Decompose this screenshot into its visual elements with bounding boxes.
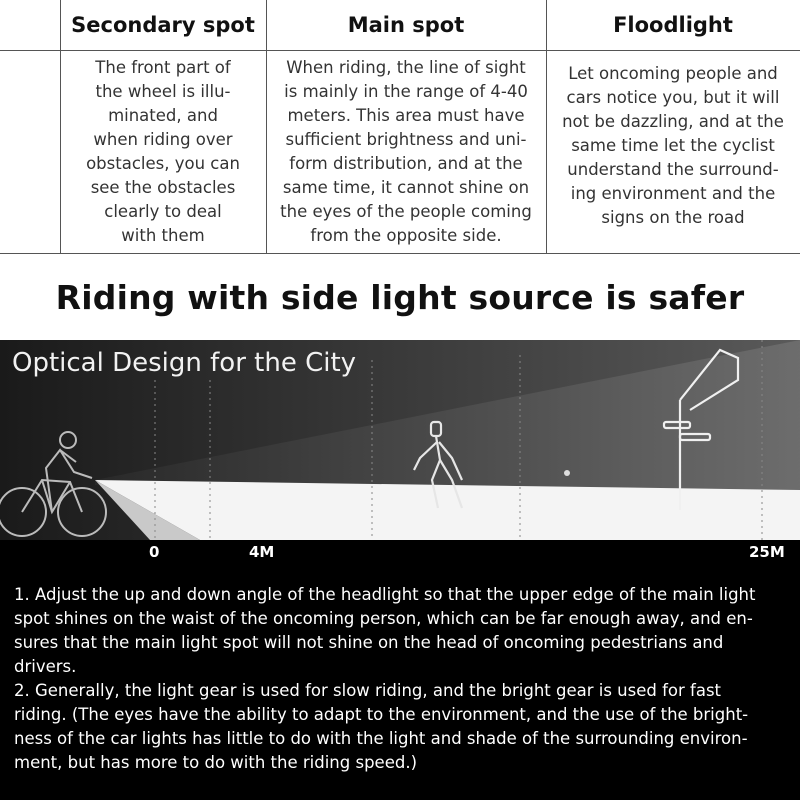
table-bottom-border	[0, 253, 800, 254]
cell-line: signs on the road	[601, 208, 745, 227]
optical-design-illustration	[0, 340, 800, 570]
cell-line: is mainly in the range of 4-40	[284, 82, 528, 101]
cell-line: minated, and	[108, 106, 218, 125]
distance-label-4m: 4M	[249, 543, 275, 561]
note-line: 2. Generally, the light gear is used for slow riding, and the bright gear is used for fast	[14, 681, 722, 700]
cell-secondary-spot	[60, 56, 266, 248]
cell-line: clearly to deal	[104, 202, 222, 221]
note-2	[14, 679, 792, 775]
cell-line: understand the surround-	[567, 160, 779, 179]
cell-line: The front part of	[95, 58, 231, 77]
ground	[0, 540, 800, 570]
distance-label-25m: 25M	[749, 543, 785, 561]
light-spot-comparison-table	[0, 0, 800, 255]
distance-label-0: 0	[149, 543, 160, 561]
note-line: 1. Adjust the up and down angle of the headlight so that the upper edge of the main light	[14, 585, 756, 604]
header-floodlight: Floodlight	[613, 13, 733, 37]
cell-line: the wheel is illu-	[95, 82, 231, 101]
cell-line: when riding over	[93, 130, 233, 149]
cell-floodlight	[546, 62, 800, 230]
cell-line: see the obstacles	[90, 178, 236, 197]
light-point	[564, 470, 570, 476]
cell-line: form distribution, and at the	[289, 154, 523, 173]
note-line: sures that the main light spot will not shine on the head of oncoming pedestrians and	[14, 633, 724, 652]
note-line: ness of the car lights has little to do with the light and shade of the surrounding environ-	[14, 729, 748, 748]
cell-line: not be dazzling, and at the	[562, 112, 784, 131]
header-secondary-spot: Secondary spot	[71, 13, 255, 37]
main-beam	[95, 480, 800, 540]
cell-line: When riding, the line of sight	[286, 58, 526, 77]
cell-line: with them	[121, 226, 205, 245]
table-header-divider	[0, 50, 800, 51]
cell-line: Let oncoming people and	[568, 64, 778, 83]
note-line: ment, but has more to do with the riding speed.)	[14, 753, 418, 772]
cell-line: same time, it cannot shine on	[282, 178, 530, 197]
cell-line: cars notice you, but it will	[566, 88, 780, 107]
cell-main-spot	[266, 56, 546, 248]
note-line: drivers.	[14, 657, 77, 676]
note-1	[14, 583, 792, 679]
cell-line: the eyes of the people coming	[280, 202, 532, 221]
headline: Riding with side light source is safer	[55, 278, 745, 317]
note-line: spot shines on the waist of the oncoming person, which can be far enough away, and en-	[14, 609, 753, 628]
usage-notes	[14, 583, 792, 775]
cell-line: from the opposite side.	[310, 226, 502, 245]
cell-line: same time let the cyclist	[571, 136, 775, 155]
cell-line: meters. This area must have	[287, 106, 525, 125]
cell-line: sufficient brightness and uni-	[285, 130, 527, 149]
cell-line: ing environment and the	[570, 184, 776, 203]
optical-design-title: Optical Design for the City	[12, 348, 357, 378]
cell-line: obstacles, you can	[86, 154, 240, 173]
note-line: riding. (The eyes have the ability to adapt to the environment, and the use of the bright-	[14, 705, 749, 724]
header-main-spot: Main spot	[347, 13, 465, 37]
